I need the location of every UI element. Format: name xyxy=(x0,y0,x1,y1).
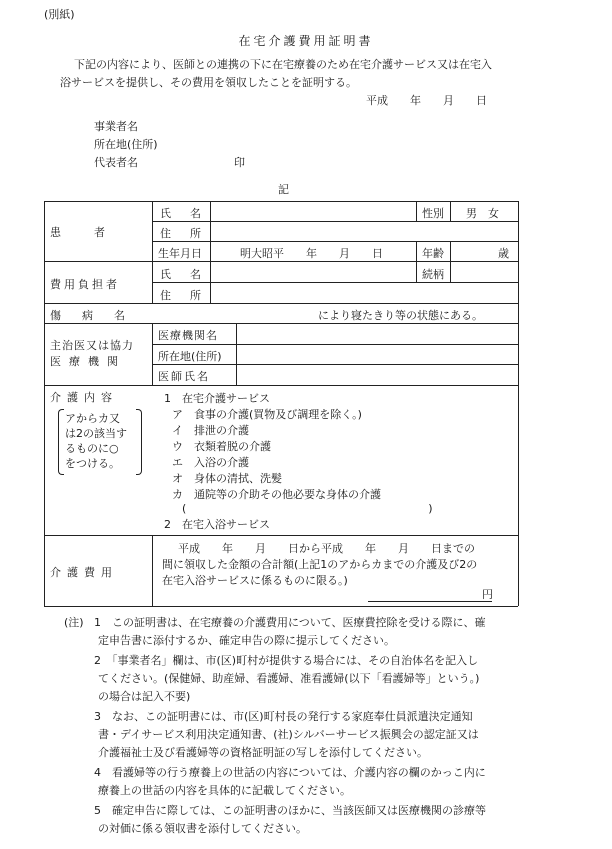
cost-desc-line: 間に領収した金額の合計額(上記1のアからカまでの介護及び2の xyxy=(162,558,478,571)
age-unit: 歳 xyxy=(498,247,509,260)
note-3-line: 介護福祉士及び看護婦等の資格証明証の写しを添付してください。 xyxy=(98,746,428,759)
col-divider xyxy=(450,201,451,221)
col-divider xyxy=(416,241,417,282)
col-divider xyxy=(210,201,211,303)
care-item: イ 排泄の介護 xyxy=(172,424,249,437)
care-note-line: は2の該当す xyxy=(65,427,127,440)
notes-prefix: (注) xyxy=(64,616,84,629)
table-border-right xyxy=(518,201,519,606)
note-4-line: 療養上の世話の内容を具体的に記載してください。 xyxy=(98,784,351,797)
row-divider xyxy=(44,323,518,324)
row-divider xyxy=(152,221,518,222)
row-divider xyxy=(44,385,518,386)
note-5-line: 5 確定申告に際しては、この証明書のほかに、当該医師又は医療機関の診療等 xyxy=(94,804,486,817)
note-1-line: 1 この証明書は、在宅療養の介護費用について、医療費控除を受ける際に、確 xyxy=(94,616,486,629)
payer-label: 費用負担者 xyxy=(50,278,120,291)
business-address-label: 所在地(住所) xyxy=(94,138,158,151)
dob-label: 生年月日 xyxy=(158,247,202,260)
cost-period-line: 平成 年 月 日から平成 年 月 日までの xyxy=(178,542,475,555)
row-divider xyxy=(44,535,518,536)
illness-label: 傷 病 名 xyxy=(50,309,130,322)
relation-label: 続柄 xyxy=(422,268,444,281)
doctor-label-line1: 主治医又は協力 xyxy=(50,339,134,352)
amount-underline xyxy=(368,601,492,602)
row-divider xyxy=(152,282,518,283)
col-divider xyxy=(416,201,417,221)
intro-line-2: 浴サービスを提供し、その費用を領収したことを証明する。 xyxy=(60,76,357,89)
page-title: 在宅介護費用証明書 xyxy=(238,34,374,48)
row-divider xyxy=(44,303,518,304)
dob-value: 明大昭平 年 月 日 xyxy=(240,247,383,260)
care-item: 1 在宅介護サービス xyxy=(164,392,270,405)
care-item: カ 通院等の介助その他必要な身体の介護 xyxy=(172,488,381,501)
payer-name-label: 氏 名 xyxy=(160,268,205,281)
left-bracket xyxy=(58,409,64,475)
care-item: 2 在宅入浴サービス xyxy=(164,518,270,531)
business-name-label: 事業者名 xyxy=(94,120,138,133)
right-bracket xyxy=(136,409,142,475)
care-note-line: をつける。 xyxy=(65,457,120,470)
care-item: ウ 衣類着脱の介護 xyxy=(172,440,271,453)
col-divider xyxy=(450,241,451,282)
sex-value: 男 女 xyxy=(466,207,499,220)
care-item: ア 食事の介護(買物及び調理を除く。) xyxy=(172,408,362,421)
care-item: オ 身体の清拭、洗髪 xyxy=(172,472,282,485)
cost-label: 介護費用 xyxy=(50,566,118,579)
cost-desc-line: 在宅入浴サービスに係るものに限る。) xyxy=(162,574,348,587)
care-item: エ 入浴の介護 xyxy=(172,456,249,469)
note-2-line: てください。(保健婦、助産婦、看護婦、准看護婦(以下「看護婦等」という。) xyxy=(98,672,480,685)
note-4-line: 4 看護婦等の行う療養上の世話の内容については、介護内容の欄のかっこ内に xyxy=(94,766,486,779)
note-2-line: の場合は記入不要) xyxy=(98,690,191,703)
note-3-line: 3 なお、この証明書には、市(区)町村長の発行する家庭奉仕員派遣決定通知 xyxy=(94,710,473,723)
note-1-line: 定申告書に添付するか、確定申告の際に提示してください。 xyxy=(98,634,395,647)
intro-line-1: 下記の内容により、医師との連携の下に在宅療養のため在宅介護サービス又は在宅入 xyxy=(74,58,492,71)
care-note-line: アからカ又 xyxy=(65,412,120,425)
col-divider xyxy=(152,535,153,606)
attachment-label: (別紙) xyxy=(44,8,75,21)
doctor-name-label: 医師氏名 xyxy=(158,370,210,383)
table-border-top xyxy=(44,201,518,202)
col-divider xyxy=(152,323,153,385)
note-5-line: の対価に係る領収書を添付してください。 xyxy=(98,822,307,835)
row-divider xyxy=(152,344,518,345)
representative-label: 代表者名 xyxy=(94,156,138,169)
payer-address-label: 住 所 xyxy=(160,289,205,302)
doctor-label-line2: 医療機関 xyxy=(50,355,126,368)
institution-address-label: 所在地(住所) xyxy=(158,350,222,363)
patient-label: 患 者 xyxy=(50,226,105,239)
illness-suffix: により寝たきり等の状態にある。 xyxy=(318,309,483,322)
row-divider xyxy=(44,261,518,262)
care-label: 介護内容 xyxy=(50,391,118,404)
seal-mark: 印 xyxy=(234,156,245,169)
care-note-line: るものに○ xyxy=(65,442,119,455)
row-divider xyxy=(152,241,518,242)
table-border-bottom xyxy=(44,606,518,607)
institution-label: 医療機関名 xyxy=(158,329,218,342)
ki-heading: 記 xyxy=(278,183,289,196)
col-divider xyxy=(152,201,153,303)
patient-address-label: 住 所 xyxy=(160,227,205,240)
sex-label: 性別 xyxy=(422,207,444,220)
note-2-line: 2 「事業者名」欄は、市(区)町村が提供する場合には、その自治体名を記入し xyxy=(94,654,479,667)
note-3-line: 書・デイサービス利用決定通知書、(社)シルバーサービス振興会の認定証又は xyxy=(98,728,479,741)
patient-name-label: 氏 名 xyxy=(160,207,205,220)
yen-unit: 円 xyxy=(482,588,493,601)
care-note-bracket xyxy=(58,409,142,475)
care-item-blank: ( ) xyxy=(182,502,433,515)
row-divider xyxy=(152,364,518,365)
age-label: 年齢 xyxy=(422,247,444,260)
col-divider xyxy=(236,323,237,385)
issue-date: 平成 年 月 日 xyxy=(366,94,487,107)
